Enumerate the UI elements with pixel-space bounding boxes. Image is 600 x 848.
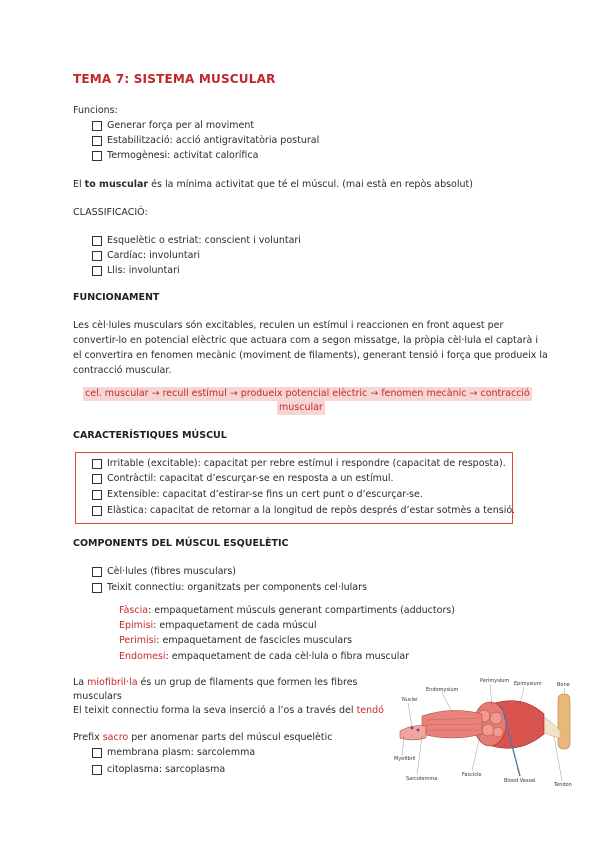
term: Fàscia bbox=[119, 605, 149, 616]
connective-tissue-item bbox=[119, 633, 352, 648]
fig-label-blood-vessel: Blood Vessel bbox=[504, 778, 536, 784]
to-muscular-sentence bbox=[73, 178, 473, 192]
classificacio-label: CLASSIFICACIÓ: bbox=[73, 207, 148, 218]
funcions-label: Funcions: bbox=[73, 105, 118, 116]
classificacio-item-label: Llis: involuntari bbox=[107, 265, 180, 276]
fig-label-perimysium: Perimysium bbox=[480, 678, 510, 684]
checkbox[interactable] bbox=[92, 236, 102, 246]
funcionament-para-line: convertir-lo en potencial elèctric que actuara com a segon missatge, la pròpia cèl·lula el captarà i bbox=[73, 335, 538, 346]
text: és un grup de filaments que formen les fibres bbox=[137, 677, 358, 688]
fascicle bbox=[490, 712, 502, 724]
funcions-item-label: Generar força per al moviment bbox=[107, 120, 255, 131]
prefix-item-label: citoplasma: sarcoplasma bbox=[107, 764, 226, 775]
fig-label-bone: Bone bbox=[557, 682, 570, 688]
to-muscular-prefix: El bbox=[73, 179, 85, 190]
prefix-item-label: membrana plasm: sarcolemma bbox=[107, 747, 256, 758]
text: La bbox=[73, 677, 88, 688]
checkbox[interactable] bbox=[92, 474, 102, 484]
caracteristica-label: Extensible: capacitat d’estirar-se fins un cert punt o d’escurçar-se. bbox=[107, 489, 423, 500]
checkbox[interactable] bbox=[92, 459, 102, 469]
funcionament-heading: FUNCIONAMENT bbox=[73, 292, 160, 303]
term: Endomesi bbox=[119, 651, 166, 662]
funcions-item-label: Termogènesi: activitat calorífica bbox=[107, 150, 259, 161]
components-item-label: Teixit connectiu: organitzats per components cel·lulars bbox=[107, 582, 367, 593]
connective-tissue-item bbox=[119, 618, 317, 633]
connective-tissue-item bbox=[119, 603, 455, 618]
checkbox[interactable] bbox=[92, 567, 102, 577]
components-heading: COMPONENTS DEL MÚSCUL ESQUELÈTIC bbox=[73, 538, 289, 549]
term: Perimisi bbox=[119, 635, 157, 646]
tendon-shape bbox=[542, 716, 560, 738]
connective-tissue-item bbox=[119, 649, 409, 664]
text: Prefix bbox=[73, 732, 103, 743]
term: miofibril·la bbox=[87, 677, 138, 688]
term: tendó bbox=[356, 705, 384, 716]
checkbox[interactable] bbox=[92, 251, 102, 261]
components-item-label: Cèl·lules (fibres musculars) bbox=[107, 566, 236, 577]
caracteristiques-heading: CARACTERÍSTIQUES MÚSCUL bbox=[73, 430, 227, 441]
flow-line: muscular bbox=[279, 402, 323, 413]
muscle-anatomy-figure bbox=[392, 676, 576, 792]
fig-label-myofibril: Myofibril bbox=[394, 756, 416, 762]
caracteristica-label: Irritable (excitable): capacitat per rebre estímul i respondre (capacitat de resposta). bbox=[107, 458, 506, 469]
caracteristica-label: Elàstica: capacitat de retornar a la longitud de repòs després d’estar sotmès a tensió. bbox=[107, 505, 516, 516]
miofibril-line: musculars bbox=[73, 691, 122, 702]
funcionament-para-line: el convertira en fenomen mecànic (moviment de filaments), generant tensió i força que produeix la bbox=[73, 350, 548, 361]
miofibril-line bbox=[73, 676, 358, 690]
checkbox[interactable] bbox=[92, 121, 102, 131]
fig-label-nuclei: Nuclei bbox=[402, 697, 418, 703]
checkbox[interactable] bbox=[92, 583, 102, 593]
funcionament-para-line: contracció muscular. bbox=[73, 365, 172, 376]
to-muscular-rest: és la mínima activitat que té el múscul. (mai està en repòs absolut) bbox=[148, 179, 473, 190]
to-muscular-term: to muscular bbox=[84, 179, 149, 190]
checkbox[interactable] bbox=[92, 490, 102, 500]
flow-line: cel. muscular → recull estímul → produeix potencial elèctric → fenomen mecànic → contracció bbox=[85, 388, 530, 399]
term-desc: : empaquetament músculs generant compartiments (adductors) bbox=[148, 605, 456, 616]
fascicle bbox=[482, 724, 494, 736]
term: sacro bbox=[102, 732, 129, 743]
checkbox[interactable] bbox=[92, 151, 102, 161]
caracteristica-label: Contràctil: capacitat d’escurçar-se en resposta a un estímul. bbox=[107, 473, 394, 484]
term-desc: : empaquetament de cada cèl·lula o fibra muscular bbox=[165, 651, 410, 662]
classificacio-item-label: Esquelètic o estriat: conscient i voluntari bbox=[107, 235, 301, 246]
prefix-line bbox=[73, 731, 332, 745]
text: El teixit connectiu forma la seva inserció a l’os a través del bbox=[73, 705, 357, 716]
fig-label-epimysium: Epimysium bbox=[514, 681, 542, 687]
fig-label-fascicle: Fascicle bbox=[462, 772, 482, 778]
classificacio-item-label: Cardíac: involuntari bbox=[107, 250, 200, 261]
checkbox[interactable] bbox=[92, 765, 102, 775]
term-desc: : empaquetament de fascicles musculars bbox=[156, 635, 353, 646]
funcions-item-label: Estabilització: acció antigravitatòria postural bbox=[107, 135, 320, 146]
checkbox[interactable] bbox=[92, 506, 102, 516]
tendo-line bbox=[73, 704, 384, 718]
text: per anomenar parts del múscul esquelètic bbox=[128, 732, 333, 743]
checkbox[interactable] bbox=[92, 266, 102, 276]
checkbox[interactable] bbox=[92, 136, 102, 146]
bone-shape bbox=[558, 694, 570, 749]
page-title: TEMA 7: SISTEMA MUSCULAR bbox=[73, 72, 276, 86]
term-desc: : empaquetament de cada múscul bbox=[153, 620, 317, 631]
fig-label-endomysium: Endomysium bbox=[426, 687, 459, 693]
term: Epimisi bbox=[119, 620, 154, 631]
fig-label-sarcolemma: Sarcolemma bbox=[406, 776, 438, 782]
checkbox[interactable] bbox=[92, 748, 102, 758]
fascicle bbox=[493, 727, 503, 737]
fig-label-tendon: Tendon bbox=[554, 782, 572, 788]
funcionament-para-line: Les cèl·lules musculars són excitables, reculen un estímul i reaccionen en front aquest per bbox=[73, 320, 504, 331]
